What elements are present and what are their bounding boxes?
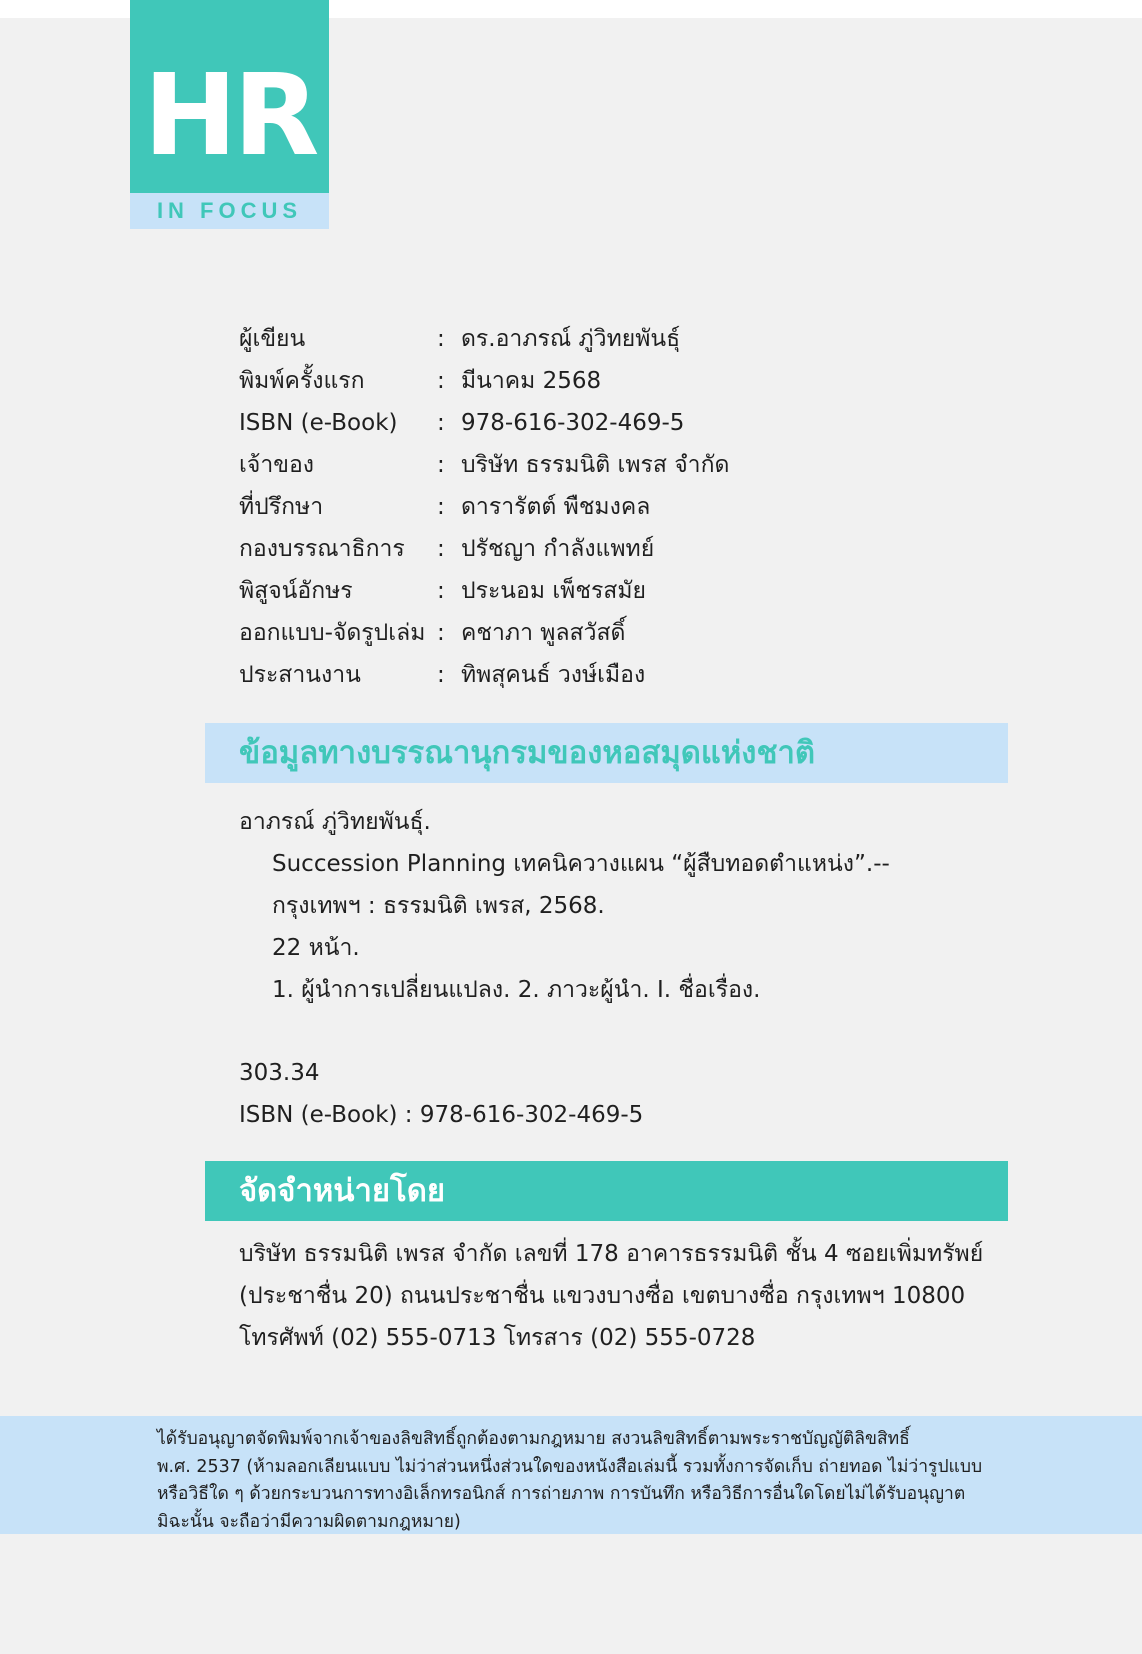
- credit-owner: [239, 444, 729, 486]
- credit-label: ผู้เขียน: [239, 326, 306, 352]
- credit-separator: :: [437, 326, 445, 352]
- credit-editorial: [239, 528, 729, 570]
- distribution-contact: โทรศัพท์ (02) 555-0713 โทรสาร (02) 555-0728: [239, 1325, 756, 1351]
- credit-label: ออกแบบ-จัดรูปเล่ม: [239, 620, 426, 646]
- credit-separator: :: [437, 662, 445, 688]
- catalog-isbn: ISBN (e-Book) : 978-616-302-469-5: [239, 1102, 644, 1128]
- credit-first-print: [239, 360, 729, 402]
- credit-separator: :: [437, 578, 445, 604]
- credit-label: กองบรรณาธิการ: [239, 536, 405, 562]
- credit-label: พิสูจน์อักษร: [239, 578, 353, 604]
- catalog-author: อาภรณ์ ภู่วิทยพันธุ์.: [239, 809, 431, 835]
- copyright-line: ได้รับอนุญาตจัดพิมพ์จากเจ้าของลิขสิทธิ์ถูกต้องตามกฎหมาย สงวนลิขสิทธิ์ตามพระราชบัญญัติลิขสิทธิ์: [157, 1429, 910, 1449]
- distribution-line: บริษัท ธรรมนิติ เพรส จำกัด เลขที่ 178 อาคารธรรมนิติ ชั้น 4 ซอยเพิ่มทรัพย์: [239, 1241, 984, 1267]
- credits-list: [239, 318, 729, 696]
- distribution-heading: จัดจำหน่ายโดย: [205, 1161, 1008, 1221]
- copyright-text: [157, 1426, 992, 1536]
- credit-value: ดร.อาภรณ์ ภู่วิทยพันธุ์: [461, 326, 681, 352]
- credit-author: [239, 318, 729, 360]
- credit-isbn: [239, 402, 729, 444]
- credit-label: พิมพ์ครั้งแรก: [239, 368, 365, 394]
- credit-label: ประสานงาน: [239, 662, 361, 688]
- distribution-address: [239, 1233, 983, 1359]
- credit-separator: :: [437, 368, 445, 394]
- catalog-pages: 22 หน้า.: [272, 935, 360, 961]
- copyright-line: พ.ศ. 2537 (ห้ามลอกเลียนแบบ ไม่ว่าส่วนหนึ่งส่วนใดของหนังสือเล่มนี้ รวมทั้งการจัดเก็บ ถ่ายทอด ไม่ว่ารูปแบบ: [157, 1456, 983, 1477]
- copyright-line: หรือวิธีใด ๆ ด้วยกระบวนการทางอิเล็กทรอนิกส์ การถ่ายภาพ การบันทึก หรือวิธีการอื่นใดโดยไม่ได้รับอนุญาต: [157, 1484, 966, 1504]
- credit-value: คชาภา พูลสวัสดิ์: [461, 620, 626, 646]
- credit-designer: [239, 612, 729, 654]
- catalog-title: Succession Planning เทคนิควางแผน “ผู้สืบทอดตำแหน่ง”.--: [272, 851, 890, 877]
- distribution-line: (ประชาชื่น 20) ถนนประชาชื่น แขวงบางซื่อ เขตบางซื่อ กรุงเทพฯ 10800: [239, 1283, 966, 1309]
- credit-value: 978-616-302-469-5: [461, 410, 685, 436]
- credit-value: ประนอม เพ็ชรสมัย: [461, 578, 646, 604]
- credit-value: ดารารัตต์ พืชมงคล: [461, 494, 651, 520]
- hr-logo: [130, 0, 329, 193]
- catalog-entry: [239, 801, 890, 1011]
- credit-value: ปรัชญา กำลังแพทย์: [461, 536, 655, 562]
- credit-label: ISBN (e-Book): [239, 410, 398, 436]
- catalog-codes: [239, 1052, 643, 1136]
- catalog-subjects: 1. ผู้นำการเปลี่ยนแปลง. 2. ภาวะผู้นำ. I. ชื่อเรื่อง.: [272, 977, 761, 1003]
- credit-proofreader: [239, 570, 729, 612]
- credit-separator: :: [437, 620, 445, 646]
- logo-tagline: IN FOCUS: [130, 193, 329, 229]
- credit-value: ทิพสุคนธ์ วงษ์เมือง: [461, 662, 646, 688]
- credit-separator: :: [437, 494, 445, 520]
- credit-label: เจ้าของ: [239, 452, 315, 478]
- credit-value: มีนาคม 2568: [461, 368, 602, 394]
- copyright-line: มิฉะนั้น จะถือว่ามีความผิดตามกฎหมาย): [157, 1511, 461, 1532]
- credit-coordinator: [239, 654, 729, 696]
- credit-separator: :: [437, 536, 445, 562]
- credit-separator: :: [437, 452, 445, 478]
- credit-value: บริษัท ธรรมนิติ เพรส จำกัด: [461, 452, 730, 478]
- catalog-publisher: กรุงเทพฯ : ธรรมนิติ เพรส, 2568.: [272, 893, 605, 919]
- logo-mark: HR: [143, 51, 316, 181]
- credit-advisor: [239, 486, 729, 528]
- copyright-notice: [0, 1416, 1142, 1534]
- catalog-classification: 303.34: [239, 1060, 320, 1086]
- credit-label: ที่ปรึกษา: [239, 494, 324, 520]
- credit-separator: :: [437, 410, 445, 436]
- catalog-heading: ข้อมูลทางบรรณานุกรมของหอสมุดแห่งชาติ: [205, 723, 1008, 783]
